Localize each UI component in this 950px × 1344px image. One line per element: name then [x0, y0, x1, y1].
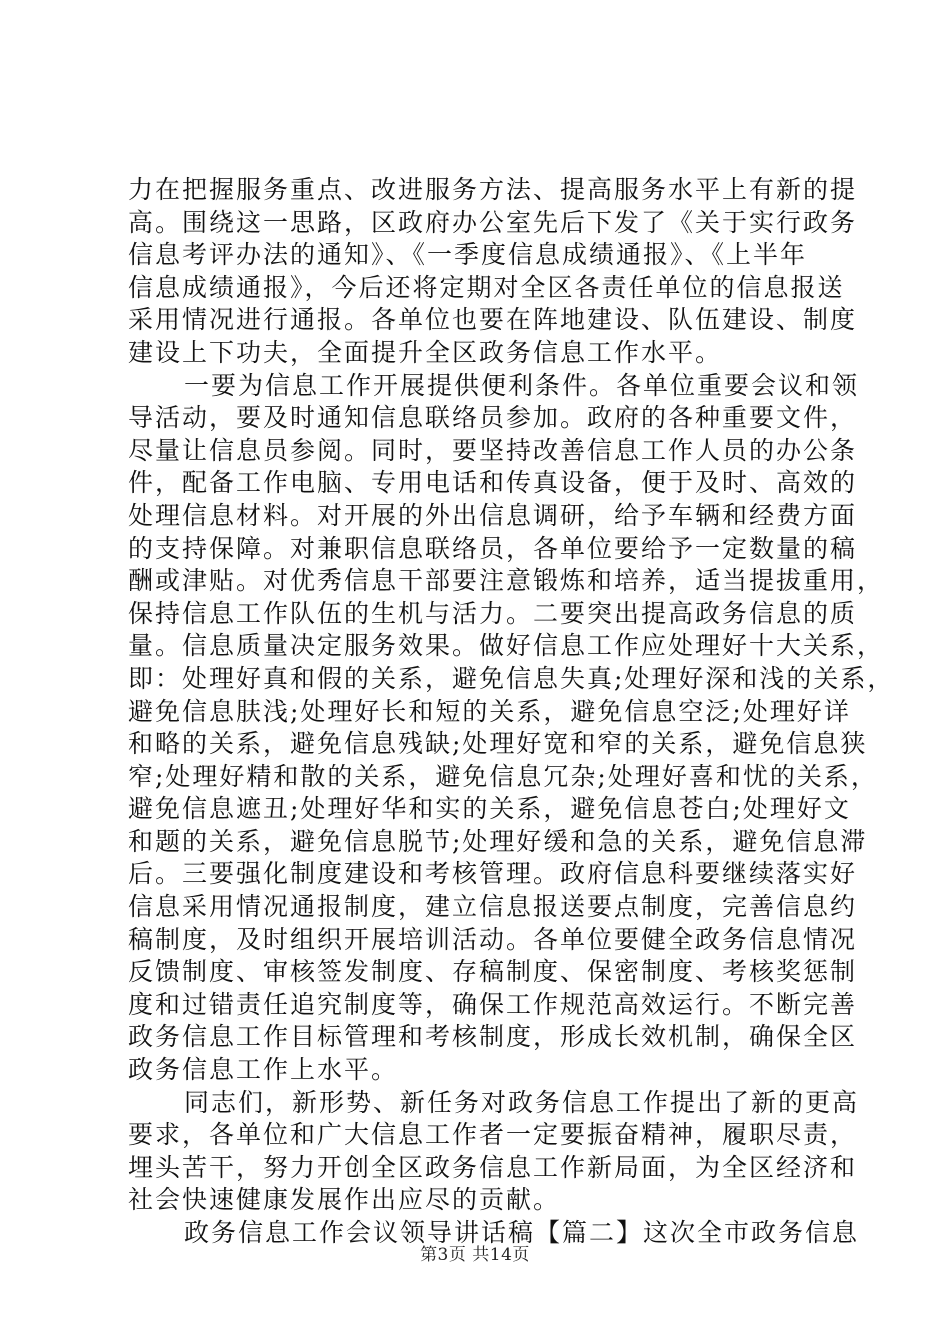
text-line: 避免信息肤浅;处理好长和短的关系，避免信息空泛;处理好详 — [128, 696, 851, 726]
text-line: 社会快速健康发展作出应尽的贡献。 — [128, 1185, 561, 1215]
text-line: 政务信息工作目标管理和考核制度，形成长效机制，确保全区 — [128, 1022, 858, 1052]
text-line: 件，配备工作电脑、专用电话和传真设备，便于及时、高效的 — [128, 468, 858, 498]
page-number: 第3页 共14页 — [420, 1245, 530, 1265]
text-line: 力在把握服务重点、改进服务方法、提高服务水平上有新的提 — [128, 175, 858, 204]
text-line: 埋头苦干，努力开创全区政务信息工作新局面，为全区经济和 — [128, 1152, 858, 1182]
text-line: 尽量让信息员参阅。同时，要坚持改善信息工作人员的办公条 — [128, 435, 858, 465]
text-line: 窄;处理好精和散的关系，避免信息冗杂;处理好喜和忧的关系， — [128, 761, 878, 791]
text-line: 酬或津贴。对优秀信息干部要注意锻炼和培养，适当提拔重用， — [128, 566, 885, 596]
text-line: 采用情况进行通报。各单位也要在阵地建设、队伍建设、制度 — [128, 305, 858, 335]
text-line: 避免信息遮丑;处理好华和实的关系，避免信息苍白;处理好文 — [128, 794, 851, 824]
text-line: 度和过错责任追究制度等，确保工作规范高效运行。不断完善 — [128, 989, 858, 1019]
page-footer — [0, 1240, 950, 1265]
text-line: 建设上下功夫，全面提升全区政务信息工作水平。 — [128, 337, 723, 367]
text-line: 后。三要强化制度建设和考核管理。政府信息科要继续落实好 — [128, 859, 858, 889]
paragraph-start: 同志们，新形势、新任务对政务信息工作提出了新的更高 — [184, 1087, 860, 1117]
body-text — [128, 174, 895, 1250]
paragraph-start: 一要为信息工作开展提供便利条件。各单位重要会议和领 — [184, 370, 860, 400]
text-line: 稿制度，及时组织开展培训活动。各单位要健全政务信息情况 — [128, 924, 858, 954]
text-line: 反馈制度、审核签发制度、存稿制度、保密制度、考核奖惩制 — [128, 957, 858, 987]
text-line: 保持信息工作队伍的生机与活力。二要突出提高政务信息的质 — [128, 598, 858, 628]
text-line: 政务信息工作上水平。 — [128, 1055, 399, 1085]
text-line: 信息成绩通报》，今后还将定期对全区各责任单位的信息报送 — [128, 272, 845, 302]
text-line: 量。信息质量决定服务效果。做好信息工作应处理好十大关系， — [128, 631, 885, 661]
text-line: 高。围绕这一思路，区政府办公室先后下发了《关于实行政务 — [128, 207, 858, 237]
text-line: 的支持保障。对兼职信息联络员，各单位要给予一定数量的稿 — [128, 533, 858, 563]
text-line: 处理信息材料。对开展的外出信息调研，给予车辆和经费方面 — [128, 500, 858, 530]
text-line: 即：处理好真和假的关系，避免信息失真;处理好深和浅的关系， — [128, 663, 895, 693]
text-line: 信息采用情况通报制度，建立信息报送要点制度，完善信息约 — [128, 892, 858, 922]
text-line: 信息考评办法的通知》、《一季度信息成绩通报》、《上半年 — [128, 240, 808, 270]
text-line: 和题的关系，避免信息脱节;处理好缓和急的关系，避免信息滞 — [128, 826, 868, 856]
text-line: 要求，各单位和广大信息工作者一定要振奋精神，履职尽责， — [128, 1120, 858, 1150]
paragraph-start: 政务信息工作会议领导讲话稿【篇二】这次全市政务信息 — [184, 1218, 860, 1247]
text-line: 导活动，要及时通知信息联络员参加。政府的各种重要文件， — [128, 403, 858, 433]
text-line: 和略的关系，避免信息残缺;处理好宽和窄的关系，避免信息狭 — [128, 729, 868, 759]
